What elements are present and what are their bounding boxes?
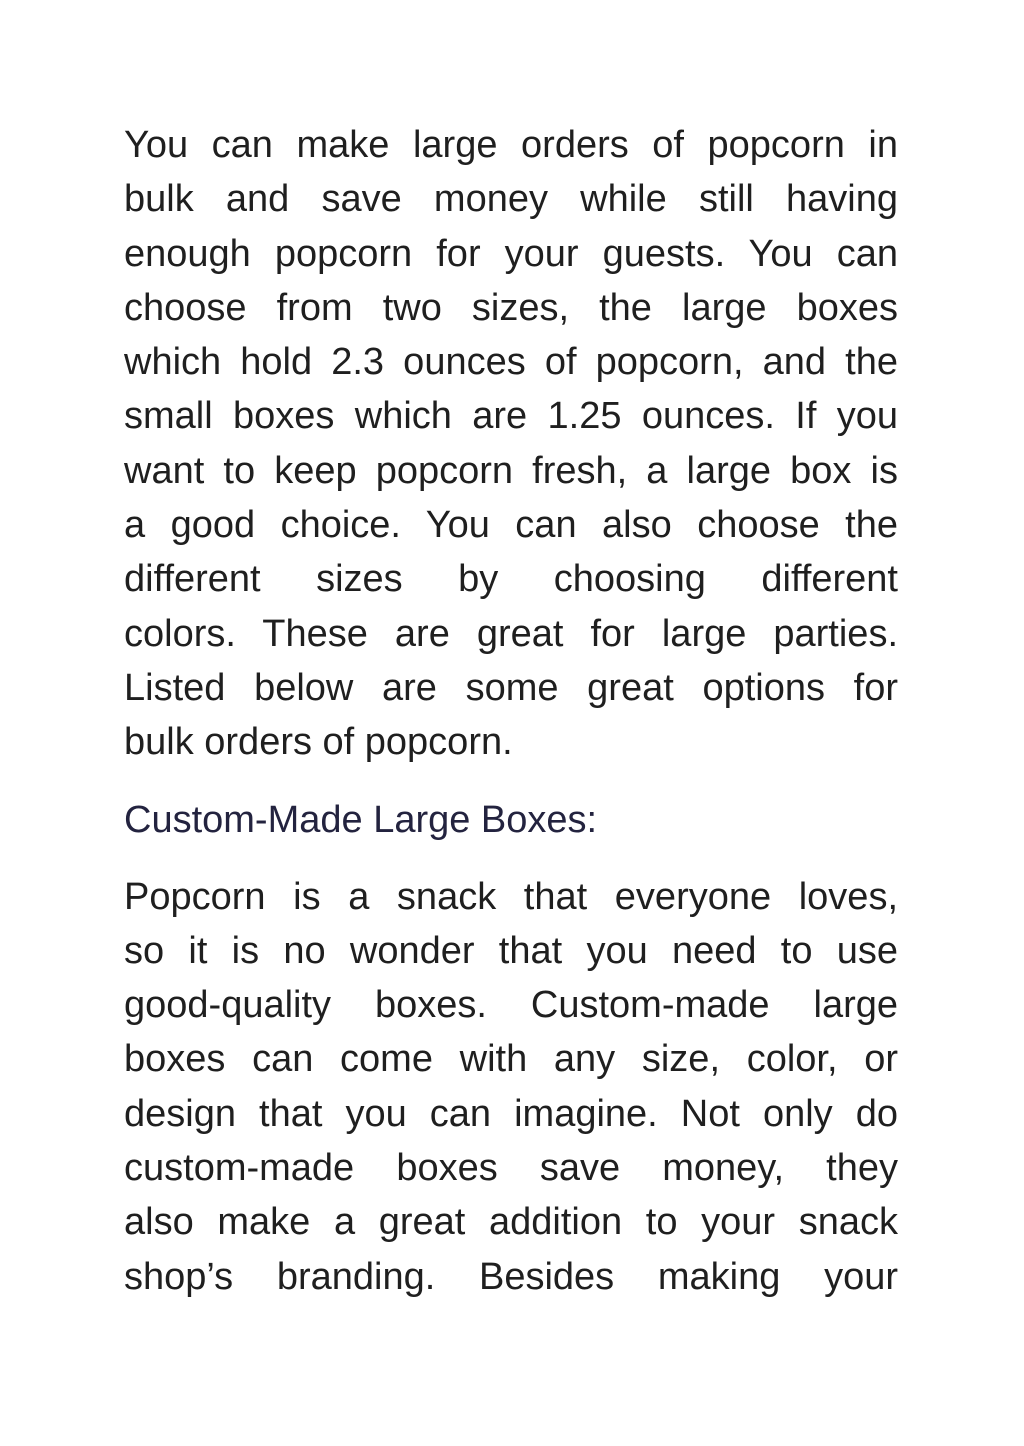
- section-heading: [124, 792, 898, 848]
- text-line: design that you can imagine. Not only do: [124, 1092, 898, 1135]
- text-line: bulk orders of popcorn.: [124, 721, 513, 764]
- text-line: shop’s branding. Besides making your: [124, 1255, 898, 1298]
- paragraph-bulk-orders: [124, 118, 898, 770]
- text-line: You can make large orders of popcorn in: [124, 124, 898, 166]
- text-line: also make a great addition to your snack: [124, 1201, 898, 1244]
- text-line: good-quality boxes. Custom-made large: [124, 984, 898, 1027]
- document-body: [124, 118, 898, 1304]
- text-line: choose from two sizes, the large boxes: [124, 286, 898, 329]
- text-line: bulk and save money while still having: [124, 178, 898, 221]
- text-line: want to keep popcorn fresh, a large box is: [124, 449, 898, 492]
- text-line: custom-made boxes save money, they: [124, 1147, 898, 1190]
- text-line: Popcorn is a snack that everyone loves,: [124, 875, 898, 918]
- heading-text: Custom-Made Large Boxes:: [124, 798, 598, 841]
- text-line: a good choice. You can also choose the: [124, 504, 898, 547]
- text-line: which hold 2.3 ounces of popcorn, and the: [124, 341, 898, 384]
- text-line: small boxes which are 1.25 ounces. If you: [124, 395, 898, 438]
- text-line: colors. These are great for large parties.: [124, 612, 898, 655]
- paragraph-custom-boxes: [124, 870, 898, 1304]
- text-line: boxes can come with any size, color, or: [124, 1038, 898, 1081]
- text-line: enough popcorn for your guests. You can: [124, 232, 898, 275]
- text-line: different sizes by choosing different: [124, 558, 898, 601]
- text-line: Listed below are some great options for: [124, 666, 898, 709]
- text-line: so it is no wonder that you need to use: [124, 929, 898, 972]
